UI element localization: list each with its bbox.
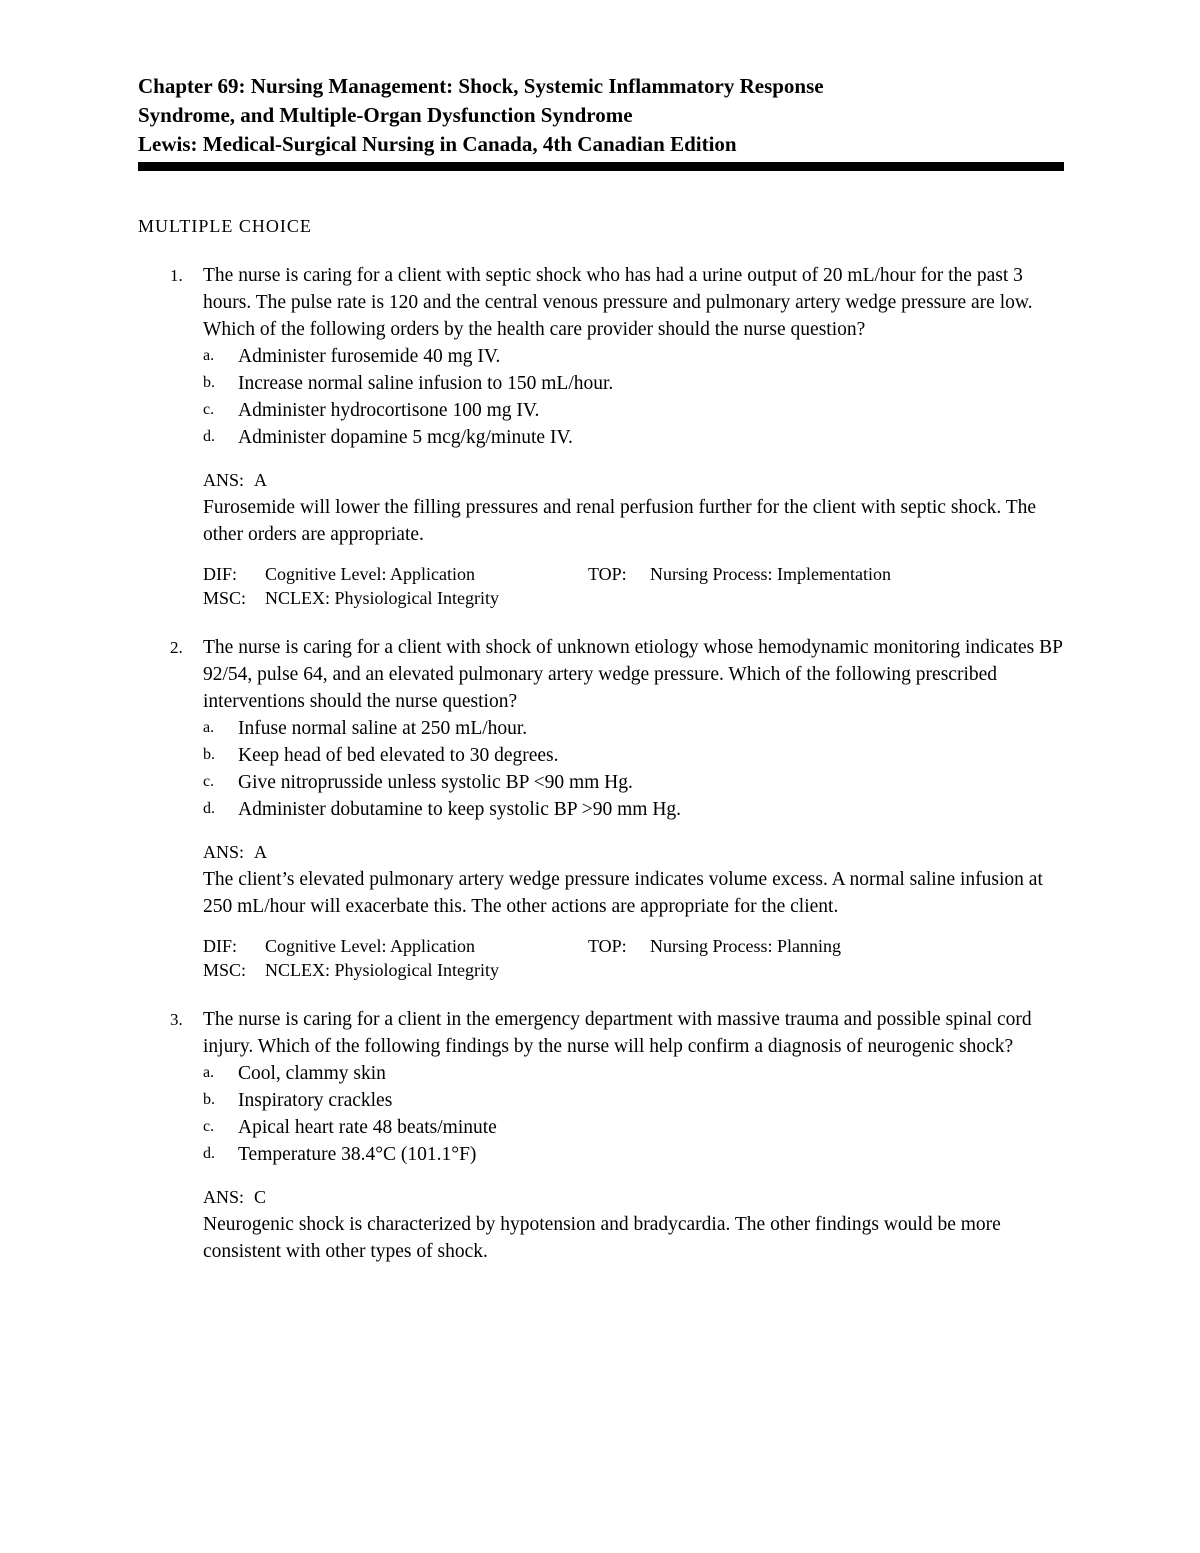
option-letter: b. (203, 746, 215, 763)
question-number: 2. (170, 638, 183, 657)
top-label: TOP: (588, 564, 627, 584)
option-letter: b. (203, 1091, 215, 1108)
option-text: Administer hydrocortisone 100 mg IV. (238, 400, 540, 421)
option-text: Inspiratory crackles (238, 1090, 393, 1111)
answer-label: ANS: (203, 842, 245, 862)
option-text: Infuse normal saline at 250 mL/hour. (238, 718, 528, 739)
option-c (203, 397, 1064, 424)
question-number: 3. (170, 1010, 183, 1029)
option-a (203, 1060, 1064, 1087)
chapter-title-continued: Syndrome, and Multiple-Organ Dysfunction Syndrome (138, 103, 633, 127)
option-letter: a. (203, 347, 215, 364)
top-value: Nursing Process: Implementation (650, 564, 891, 584)
option-text: Administer dobutamine to keep systolic BP >90 mm Hg. (238, 799, 682, 820)
answer-options (203, 1060, 1064, 1168)
option-a (203, 715, 1064, 742)
msc-value: NCLEX: Physiological Integrity (265, 960, 499, 980)
option-letter: b. (203, 374, 215, 391)
question-3 (138, 1006, 1064, 1265)
question-stem: The nurse is caring for a client with septic shock who has had a urine output of 20 mL/hour for the past 3 hours. The pulse rate is 120 and the central venous pressure and pulmonary artery wedge pressure are low. Which of the following orders by the health care provider should the nurse question? (203, 265, 1033, 340)
option-letter: d. (203, 1145, 215, 1162)
answer-options (203, 715, 1064, 823)
msc-label: MSC: (203, 588, 247, 608)
dif-value: Cognitive Level: Application (265, 564, 475, 584)
answer-label: ANS: (203, 470, 245, 490)
question-1 (138, 262, 1064, 610)
option-letter: d. (203, 428, 215, 445)
question-stem: The nurse is caring for a client with shock of unknown etiology whose hemodynamic monitoring indicates BP 92/54, pulse 64, and an elevated pulmonary artery wedge pressure. Which of the following prescribed interventions should the nurse question? (203, 637, 1063, 712)
option-text: Temperature 38.4°C (101.1°F) (238, 1144, 477, 1165)
option-text: Administer furosemide 40 mg IV. (238, 346, 501, 367)
question-stem: The nurse is caring for a client in the emergency department with massive trauma and possible spinal cord injury. Which of the following findings by the nurse will help confirm a diagnosis of neurogenic shock? (203, 1009, 1032, 1057)
dif-value: Cognitive Level: Application (265, 936, 475, 956)
rationale: The client’s elevated pulmonary artery wedge pressure indicates volume excess. A normal saline infusion at 250 mL/hour will exacerbate this. The other actions are appropriate for the client. (203, 869, 1043, 917)
answer-label: ANS: (203, 1187, 245, 1207)
option-text: Apical heart rate 48 beats/minute (238, 1117, 497, 1138)
document-header (138, 72, 1064, 171)
answer-line (203, 1184, 1064, 1211)
book-title: Lewis: Medical-Surgical Nursing in Canada, 4th Canadian Edition (138, 132, 737, 156)
option-letter: c. (203, 401, 215, 418)
msc-value: NCLEX: Physiological Integrity (265, 588, 499, 608)
top-value: Nursing Process: Planning (650, 936, 841, 956)
option-d (203, 424, 1064, 451)
option-text: Administer dopamine 5 mcg/kg/minute IV. (238, 427, 573, 448)
question-2 (138, 634, 1064, 982)
header-rule (138, 162, 1064, 171)
answer-line (203, 839, 1064, 866)
rationale: Furosemide will lower the filling pressures and renal perfusion further for the client with septic shock. The other orders are appropriate. (203, 497, 1037, 545)
option-letter: a. (203, 719, 215, 736)
answer-options (203, 343, 1064, 451)
option-d (203, 1141, 1064, 1168)
question-number: 1. (170, 266, 183, 285)
option-a (203, 343, 1064, 370)
chapter-title: Chapter 69: Nursing Management: Shock, Systemic Inflammatory Response (138, 74, 824, 98)
option-d (203, 796, 1064, 823)
answer-value: A (254, 842, 268, 862)
option-c (203, 1114, 1064, 1141)
answer-value: A (254, 470, 268, 490)
option-c (203, 769, 1064, 796)
option-letter: a. (203, 1064, 215, 1081)
option-letter: c. (203, 773, 215, 790)
option-text: Give nitroprusside unless systolic BP <90 mm Hg. (238, 772, 633, 793)
option-b (203, 370, 1064, 397)
answer-line (203, 467, 1064, 494)
document-page (138, 72, 1064, 1265)
rationale: Neurogenic shock is characterized by hypotension and bradycardia. The other findings would be more consistent with other types of shock. (203, 1214, 1001, 1262)
option-letter: d. (203, 800, 215, 817)
option-text: Keep head of bed elevated to 30 degrees. (238, 745, 559, 766)
answer-value: C (254, 1187, 267, 1207)
dif-label: DIF: (203, 564, 238, 584)
option-b (203, 1087, 1064, 1114)
question-metadata (203, 562, 1064, 610)
question-metadata (203, 934, 1064, 982)
option-b (203, 742, 1064, 769)
dif-label: DIF: (203, 936, 238, 956)
option-letter: c. (203, 1118, 215, 1135)
section-title: MULTIPLE CHOICE (138, 216, 312, 236)
option-text: Cool, clammy skin (238, 1063, 386, 1084)
option-text: Increase normal saline infusion to 150 mL/hour. (238, 373, 614, 394)
msc-label: MSC: (203, 960, 247, 980)
top-label: TOP: (588, 936, 627, 956)
